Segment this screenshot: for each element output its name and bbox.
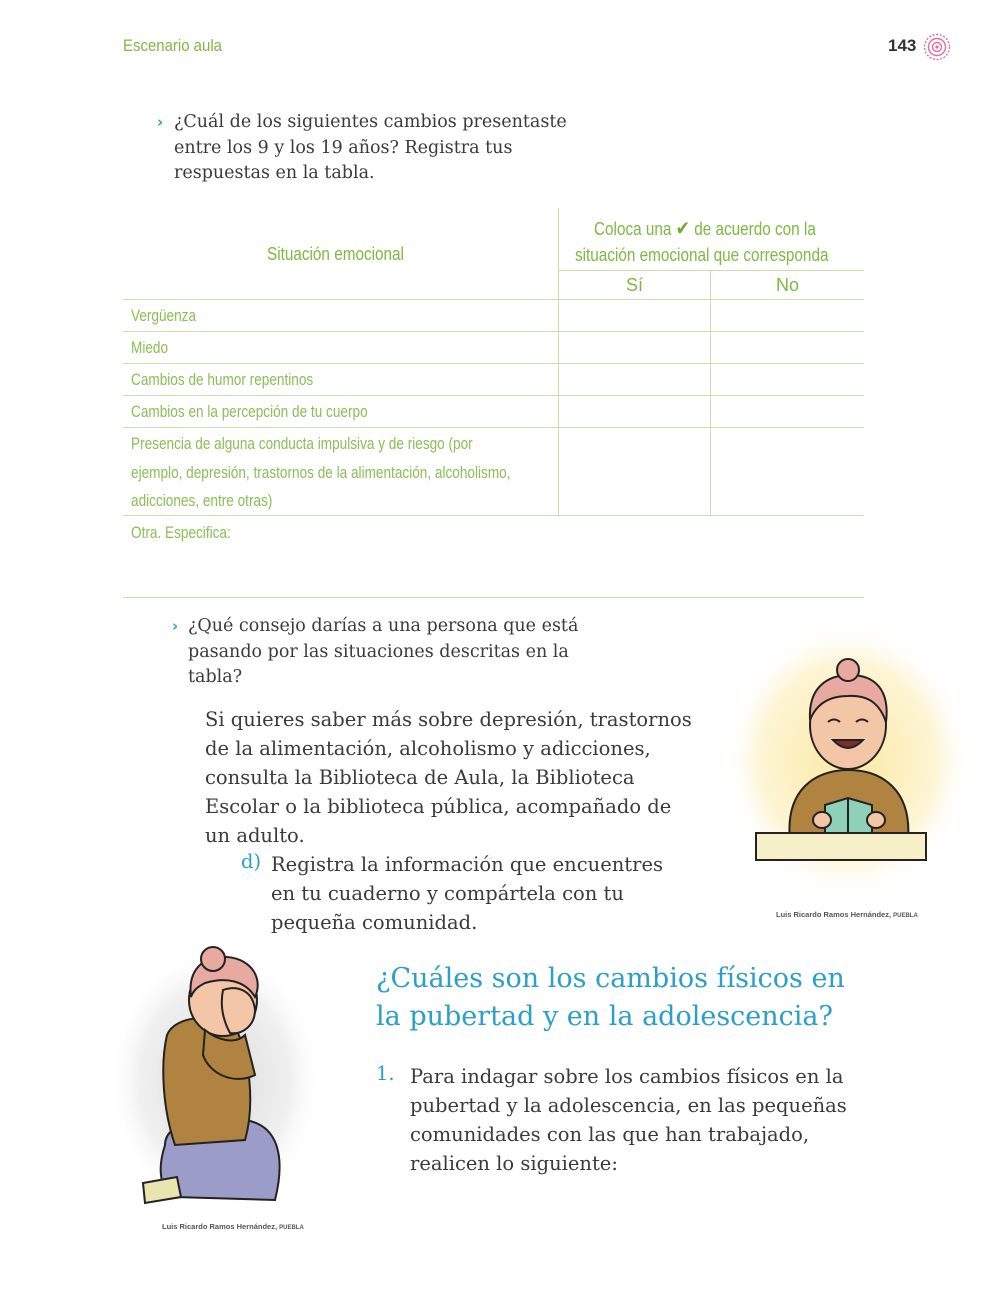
check-header-text: Coloca una	[594, 219, 672, 239]
text-line: pubertad y la adolescencia, en las pequeñas	[410, 1094, 847, 1117]
table-row-label	[131, 430, 511, 516]
item-d-text	[271, 850, 663, 937]
page-number: 143	[888, 36, 917, 55]
item-1-text	[410, 1062, 847, 1178]
page-ornament-icon	[922, 32, 952, 62]
text-line: Si quieres saber más sobre depresión, trastornos	[205, 708, 692, 731]
question-bullet: ›	[172, 617, 179, 635]
check-header-text: de acuerdo con la	[694, 219, 816, 239]
text-line: respuestas en la tabla.	[174, 163, 375, 183]
section-title: Escenario aula	[123, 36, 222, 55]
column-header-emotion: Situación emocional	[267, 244, 404, 264]
reading-girl-illustration	[730, 630, 980, 910]
text-line: ejemplo, depresión, trastornos de la alimentación, alcoholismo,	[131, 462, 511, 482]
text-line: la pubertad y en la adolescencia?	[376, 1001, 833, 1032]
column-header-no: No	[775, 275, 799, 295]
text-line: de la alimentación, alcoholismo y adicciones,	[205, 737, 651, 760]
column-header-check-line2: situación emocional que corresponda	[575, 245, 829, 265]
text-line: comunidades con las que han trabajado,	[410, 1123, 810, 1146]
text-line: ¿Cuál de los siguientes cambios presentaste	[174, 112, 567, 132]
text-line: ¿Qué consejo darías a una persona que está	[188, 616, 579, 636]
column-header-yes: Sí	[625, 275, 643, 295]
text-line: entre los 9 y los 19 años? Registra tus	[174, 137, 513, 158]
text-line: Para indagar sobre los cambios físicos en la	[410, 1065, 844, 1088]
question-1-text	[174, 110, 567, 187]
text-line: pasando por las situaciones descritas en la	[188, 641, 569, 662]
text-line: Presencia de alguna conducta impulsiva y de riesgo (por	[131, 434, 473, 453]
item-1-label: 1.	[376, 1062, 395, 1085]
text-line: ¿Cuáles son los cambios físicos en	[376, 963, 845, 994]
question-bullet: ›	[157, 113, 164, 131]
table-other-label: Otra. Especifica:	[131, 523, 231, 542]
text-line: realicen lo siguiente:	[410, 1152, 618, 1175]
illustration-credit: Luis Ricardo Ramos Hernández, PUEBLA	[776, 910, 918, 919]
text-line: un adulto.	[205, 824, 305, 847]
column-header-check	[594, 216, 816, 241]
item-d-label: d)	[241, 850, 262, 873]
checkmark-icon: ✔	[675, 218, 690, 240]
table-row-label: Cambios en la percepción de tu cuerpo	[131, 402, 368, 421]
text-line: Escolar o la biblioteca pública, acompañado de	[205, 795, 672, 818]
text-line: adicciones, entre otras)	[131, 491, 273, 510]
crying-girl-illustration	[105, 935, 325, 1220]
table-row-label: Vergüenza	[131, 306, 197, 325]
section-heading	[376, 960, 845, 1036]
table-row-label: Cambios de humor repentinos	[131, 370, 314, 389]
table-row-label: Miedo	[131, 338, 169, 357]
text-line: en tu cuaderno y compártela con tu	[271, 882, 624, 905]
text-line: tabla?	[188, 667, 243, 687]
question-2-text	[188, 614, 578, 691]
illustration-credit: Luis Ricardo Ramos Hernández, PUEBLA	[162, 1222, 304, 1231]
info-paragraph	[205, 705, 692, 850]
text-line: pequeña comunidad.	[271, 911, 478, 934]
text-line: Registra la información que encuentres	[271, 853, 663, 876]
text-line: consulta la Biblioteca de Aula, la Biblioteca	[205, 766, 635, 789]
